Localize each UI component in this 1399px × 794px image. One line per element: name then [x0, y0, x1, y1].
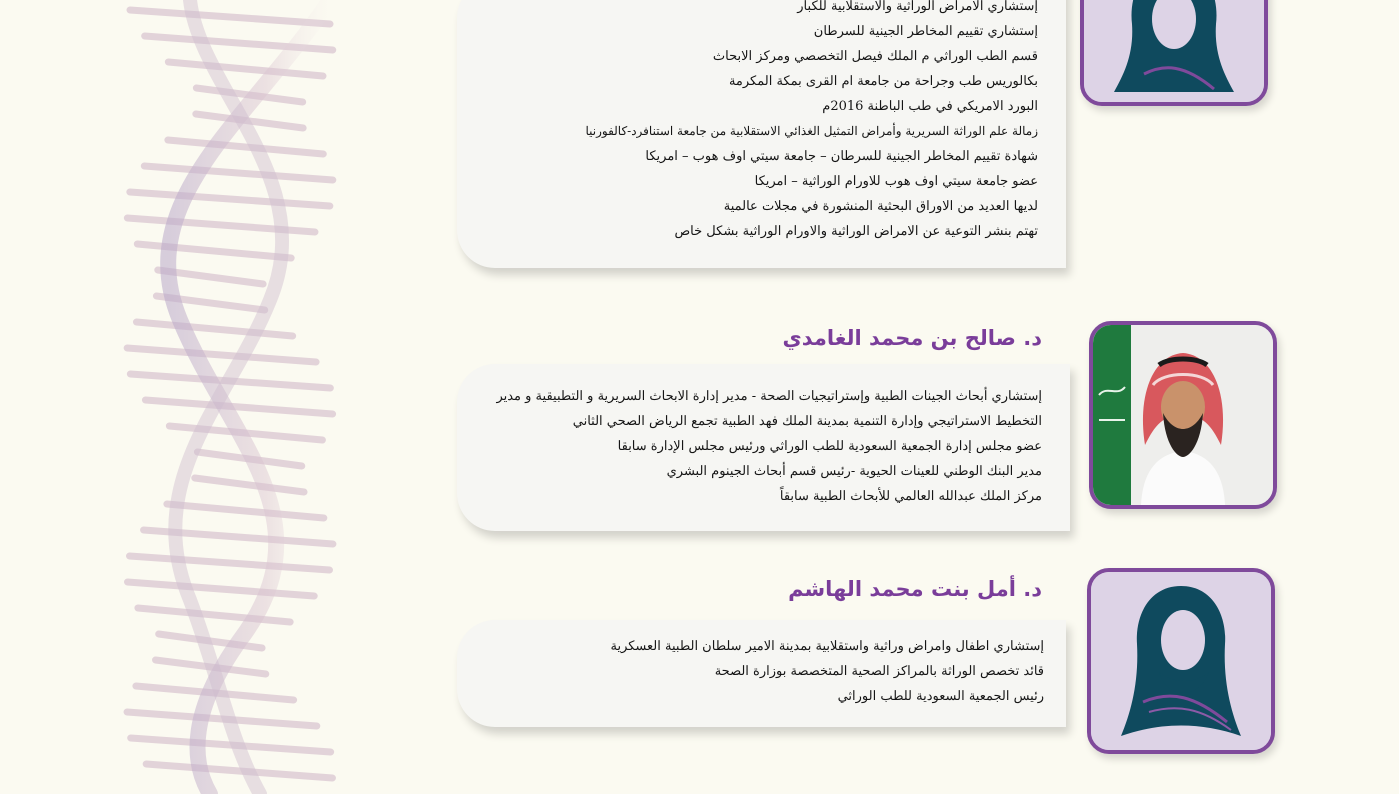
detail-line: قسم الطب الوراثي م الملك فيصل التخصصي ومركز الابحاث	[712, 49, 1038, 64]
profile-1-avatar	[1080, 0, 1268, 106]
female-avatar-icon	[1091, 572, 1271, 750]
profile-1-details	[585, 0, 1038, 244]
profile-2-photo	[1089, 321, 1277, 509]
profile-3-name: د. أمل بنت محمد الهاشم	[788, 577, 1042, 601]
profile-3-avatar	[1087, 568, 1275, 754]
detail-line: بكالوريس طب وجراحة من جامعة ام القرى بمكة المكرمة	[728, 74, 1038, 89]
detail-line: عضو جامعة سيتي اوف هوب للاورام الوراثية – امريكا	[754, 174, 1038, 189]
profile-card-1	[457, 0, 1066, 268]
profile-2-details	[496, 384, 1042, 509]
detail-line: التخطيط الاستراتيجي وإدارة التنمية بمدينة الملك فهد الطبية تجمع الرياض الصحي الثاني	[572, 414, 1042, 429]
female-avatar-icon	[1084, 0, 1264, 102]
detail-line: إستشاري اطفال وامراض وراثية واستقلابية بمدينة الامير سلطان الطبية العسكرية	[610, 639, 1044, 654]
profile-card-3	[457, 620, 1066, 727]
detail-line: عضو مجلس إدارة الجمعية السعودية للطب الوراثي ورئيس مجلس الإدارة سابقا	[617, 439, 1042, 454]
man-portrait-photo	[1093, 325, 1273, 505]
profile-2-name: د. صالح بن محمد الغامدي	[782, 326, 1042, 350]
profile-3-details	[610, 634, 1044, 709]
detail-line: تهتم بنشر التوعية عن الامراض الوراثية والاورام الوراثية بشكل خاص	[674, 224, 1038, 239]
profile-card-2	[457, 364, 1070, 531]
detail-line: إستشاري أبحاث الجينات الطبية وإستراتيجيات الصحة - مدير إدارة الابحاث السريرية و التطبيقية و مدير	[496, 389, 1042, 404]
detail-line: شهادة تقييم المخاطر الجينية للسرطان – جامعة سيتي اوف هوب – امريكا	[645, 149, 1038, 164]
detail-line: قائد تخصص الوراثة بالمراكز الصحية المتخصصة بوزارة الصحة	[714, 664, 1044, 679]
detail-line: مركز الملك عبدالله العالمي للأبحاث الطبية سابقاً	[779, 489, 1042, 504]
detail-line: رئيس الجمعية السعودية للطب الوراثي	[837, 689, 1044, 704]
detail-line: لديها العديد من الاوراق البحثية المنشورة في مجلات عالمية	[723, 199, 1038, 214]
detail-line: زمالة علم الوراثة السريرية وأمراض التمثيل الغذائي الاستقلابية من جامعة استنافرد-كالفورنيا	[585, 124, 1038, 138]
detail-line: إستشاري الامراض الوراثية والاستقلابية للكبار	[797, 0, 1038, 14]
dna-helix-background	[0, 0, 460, 794]
detail-line: إستشاري تقييم المخاطر الجينية للسرطان	[813, 24, 1038, 39]
detail-line: مدير البنك الوطني للعينات الحيوية -رئيس قسم أبحاث الجينوم البشري	[666, 464, 1042, 479]
detail-line: البورد الامريكي في طب الباطنة 2016م	[822, 99, 1038, 114]
